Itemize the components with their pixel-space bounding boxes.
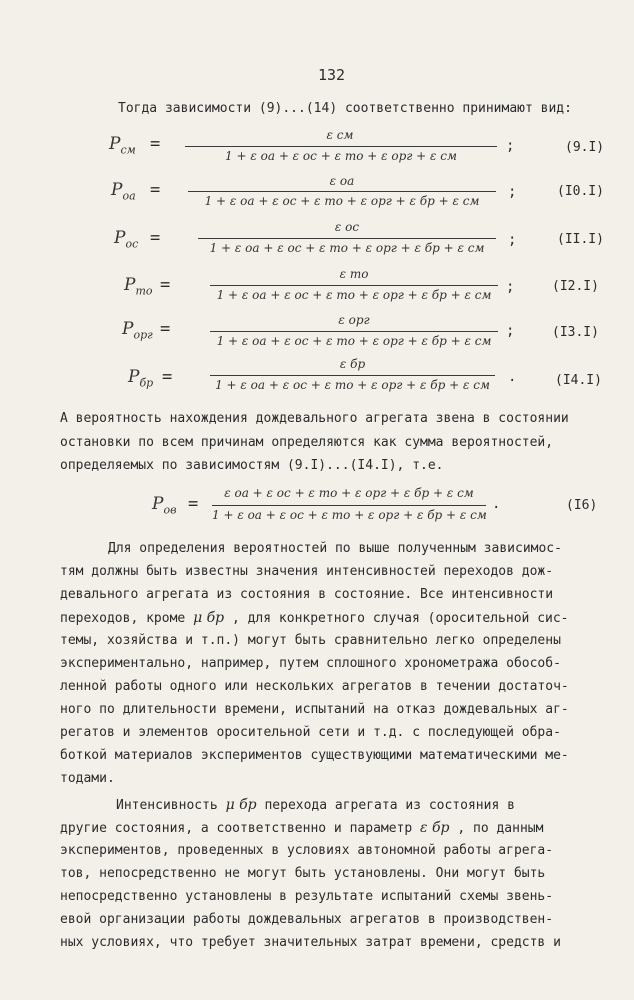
formula-lhs: $P_{ос}$ <box>114 228 139 251</box>
formula-denominator: 1 + ε оа + ε ос + ε то + ε орг + ε бр + ε см <box>216 288 492 302</box>
para2-line: тям должны быть известны значения интенсивностей переходов дож- <box>60 564 554 579</box>
formula-numerator: ε то <box>339 267 369 281</box>
para3-line: непосредственно установлены в результате испытаний схемы звень- <box>60 889 554 904</box>
formula-label: (I4.I) <box>555 373 602 388</box>
para2-line: ного по длительности времени, испытаний на отказ дождевальных аг- <box>60 702 569 717</box>
formula-label: (I0.I) <box>557 184 604 199</box>
formula-lhs: $P_{бр}$ <box>128 367 154 390</box>
formula-9-1: $P_{см}$ = ε см 1 + ε оа + ε ос + ε то + ε орг + ε см ; (9.I) <box>109 128 605 163</box>
formula-label: (I3.I) <box>552 325 599 340</box>
para2-line: экспериментально, например, путем сплошного хронометража обособ- <box>60 656 561 671</box>
formula-12-1: $P_{то}$ = ε то 1 + ε оа + ε ос + ε то + ε орг + ε бр + ε см ; (I2.I) <box>124 267 599 302</box>
para2-line: девального агрегата из состояния в состояние. Все интенсивности <box>60 587 554 602</box>
para3-line: экспериментов, проведенных в условиях автономной работы агрега- <box>60 843 554 858</box>
formula-denominator: 1 + ε оа + ε ос + ε то + ε орг + ε бр + ε см <box>215 378 490 392</box>
fraction-bar <box>210 285 498 286</box>
formula-13-1: $P_{орг}$ = ε орг 1 + ε оа + ε ос + ε то + ε орг + ε бр + ε см ; (I3.I) <box>122 313 599 348</box>
para2-line: регатов и элементов оросительной сети и т.д. с последующей обра- <box>60 725 561 740</box>
formula-punct: ; <box>508 184 517 200</box>
formula-lhs: $P_{оа}$ <box>111 180 136 203</box>
fraction-bar <box>210 375 495 376</box>
formula-11-1: $P_{ос}$ = ε ос 1 + ε оа + ε ос + ε то + ε орг + ε бр + ε см ; (II.I) <box>114 220 604 255</box>
formula-punct: ; <box>508 232 517 248</box>
formula-label: (I2.I) <box>552 279 599 294</box>
formula-punct: . <box>508 369 517 385</box>
formula-label: (II.I) <box>557 232 604 247</box>
intro-line: Тогда зависимости (9)...(14) соответственно принимают вид: <box>118 101 572 116</box>
para3-line: евой организации работы дождевальных агрегатов в производствен- <box>60 912 554 927</box>
formula-punct: ; <box>506 138 515 154</box>
mu-br-symbol: μ бр <box>193 610 225 626</box>
formula-lhs: $P_{ов}$ <box>152 494 177 517</box>
formula-label: (9.I) <box>565 140 605 155</box>
para3-line: ных условиях, что требует значительных затрат времени, средств и <box>60 935 561 950</box>
formula-lhs: $P_{то}$ <box>124 275 153 298</box>
formula-lhs: $P_{см}$ <box>109 134 136 157</box>
formula-denominator: 1 + ε оа + ε ос + ε то + ε орг + ε бр + ε см <box>204 194 480 208</box>
formula-numerator: ε орг <box>338 313 370 327</box>
para2-line: переходов, кроме μ бр , для конкретного случая (оросительной сис- <box>60 610 569 626</box>
formula-label: (I6) <box>566 498 598 513</box>
formula-lhs: $P_{орг}$ <box>122 319 153 342</box>
formula-16: $P_{ов}$ = ε оа + ε ос + ε то + ε орг + ε бр + ε см 1 + ε оа + ε ос + ε то + ε орг + ε бр + ε см . (I6) <box>152 486 598 522</box>
fraction-bar <box>188 191 496 192</box>
formula-numerator: ε бр <box>339 357 366 371</box>
para2-line: боткой материалов экспериментов существующими математическими ме- <box>60 748 569 763</box>
formula-numerator: ε оа + ε ос + ε то + ε орг + ε бр + ε см <box>224 486 474 500</box>
epsilon-br-symbol: ε бр <box>420 820 450 836</box>
formula-numerator: ε см <box>326 128 354 142</box>
fraction-bar <box>212 505 486 506</box>
fraction-bar <box>210 331 498 332</box>
para1-line: А вероятность нахождения дождевального агрегата звена в состоянии <box>60 411 569 426</box>
formula-10-1: $P_{оа}$ = ε оа 1 + ε оа + ε ос + ε то + ε орг + ε бр + ε см ; (I0.I) <box>111 174 604 208</box>
fraction-bar <box>198 238 496 239</box>
para1-line: остановки по всем причинам определяются как сумма вероятностей, <box>60 435 554 450</box>
formula-denominator: 1 + ε оа + ε ос + ε то + ε орг + ε бр + ε см <box>209 241 485 255</box>
formula-numerator: ε оа <box>329 174 355 188</box>
mu-br-symbol: μ бр <box>225 797 257 813</box>
para1-line: определяемых по зависимостям (9.I)...(I4.I), т.е. <box>60 458 444 473</box>
para2-line: Для определения вероятностей по выше полученным зависимос- <box>108 541 562 556</box>
para2-line: ленной работы одного или нескольких агрегатов в течении достаточ- <box>60 679 569 694</box>
formula-punct: ; <box>506 323 515 339</box>
para3-line: другие состояния, а соответственно и параметр ε бр , по данным <box>60 820 544 836</box>
page-number: 132 <box>318 66 346 84</box>
formula-punct: ; <box>506 279 515 295</box>
formula-denominator: 1 + ε оа + ε ос + ε то + ε орг + ε бр + ε см <box>216 334 492 348</box>
formula-denominator: 1 + ε оа + ε ос + ε то + ε орг + ε бр + ε см <box>212 508 487 522</box>
formula-denominator: 1 + ε оа + ε ос + ε то + ε орг + ε см <box>225 149 457 163</box>
para2-line: тодами. <box>60 771 115 786</box>
formula-numerator: ε ос <box>334 220 360 234</box>
fraction-bar <box>185 146 497 147</box>
formula-punct: . <box>492 496 501 512</box>
para2-line: темы, хозяйства и т.п.) могут быть сравнительно легко определены <box>60 633 561 648</box>
para3-line: Интенсивность μ бр перехода агрегата из состояния в <box>116 797 515 813</box>
formula-14-1: $P_{бр}$ = ε бр 1 + ε оа + ε ос + ε то + ε орг + ε бр + ε см . (I4.I) <box>128 357 602 392</box>
para3-line: тов, непосредственно не могут быть установлены. Они могут быть <box>60 866 546 881</box>
